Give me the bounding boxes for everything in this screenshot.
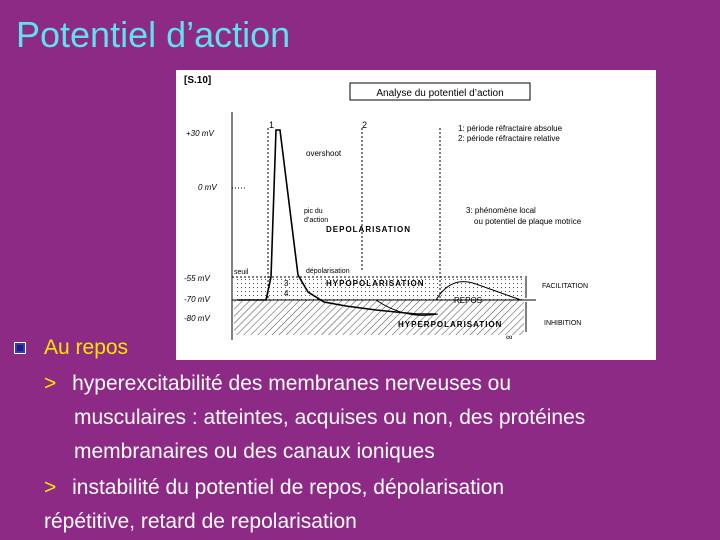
marker-4: 4 [284, 289, 289, 298]
line-text: hyperexcitabilité des membranes nerveuses ou [72, 372, 512, 395]
figure-title: Analyse du potentiel d’action [376, 88, 504, 99]
figure-ref: [S.10] [184, 75, 212, 86]
legend-2: 2: période réfractaire relative [458, 134, 560, 143]
line-text: instabilité du potentiel de repos, dépolarisation [72, 476, 505, 499]
local-phenomenon-1: 3: phénomène local [466, 206, 536, 215]
depolarisation-small-label: dépolarisation [306, 268, 350, 275]
local-phenomenon-2: ou potentiel de plaque motrice [474, 217, 582, 226]
list-item [44, 372, 511, 396]
section-heading: Au repos [44, 336, 129, 359]
action-potential-figure [176, 70, 656, 360]
y-label: -70 mV [184, 295, 210, 304]
y-label: -55 mV [184, 274, 210, 283]
y-label: 0 mV [198, 183, 217, 192]
y-label: -80 mV [184, 314, 210, 323]
threshold-label: seuil [234, 269, 249, 276]
action-potential-diagram [176, 70, 656, 360]
facilitation-label: FACILITATION [542, 283, 589, 290]
peak-label-2: d’action [304, 217, 329, 224]
hypopolarisation-label: HYPOPOLARISATION [326, 279, 425, 288]
marker-3: 3 [284, 279, 289, 288]
line-text: membranaires ou des canaux ioniques [74, 440, 435, 463]
hyperpolarisation-label: HYPERPOLARISATION [398, 320, 503, 329]
list-item [44, 476, 504, 500]
arrow-bullet-icon: > [44, 476, 57, 499]
legend-1: 1: période réfractaire absolue [458, 124, 563, 133]
slide-title: Potentiel d’action [16, 14, 291, 55]
marker-2: 2 [362, 120, 368, 130]
arrow-bullet-icon: > [44, 372, 57, 395]
rest-label: REPOS [454, 296, 483, 305]
inhibition-label: INHIBITION [544, 320, 582, 327]
infinity-mark: ∞ [506, 332, 513, 342]
y-label: +30 mV [186, 129, 214, 138]
peak-label-1: pic du [304, 208, 323, 215]
line-text: musculaires : atteintes, acquises ou non, des protéines [74, 406, 586, 429]
overshoot-label: overshoot [306, 149, 342, 158]
depolarisation-label: DEPOLARISATION [326, 225, 411, 234]
square-bullet-icon [14, 342, 26, 354]
line-text: répétitive, retard de repolarisation [44, 510, 357, 533]
hyperpolarisation-hatched-region [234, 300, 524, 335]
marker-1: 1 [269, 120, 275, 130]
